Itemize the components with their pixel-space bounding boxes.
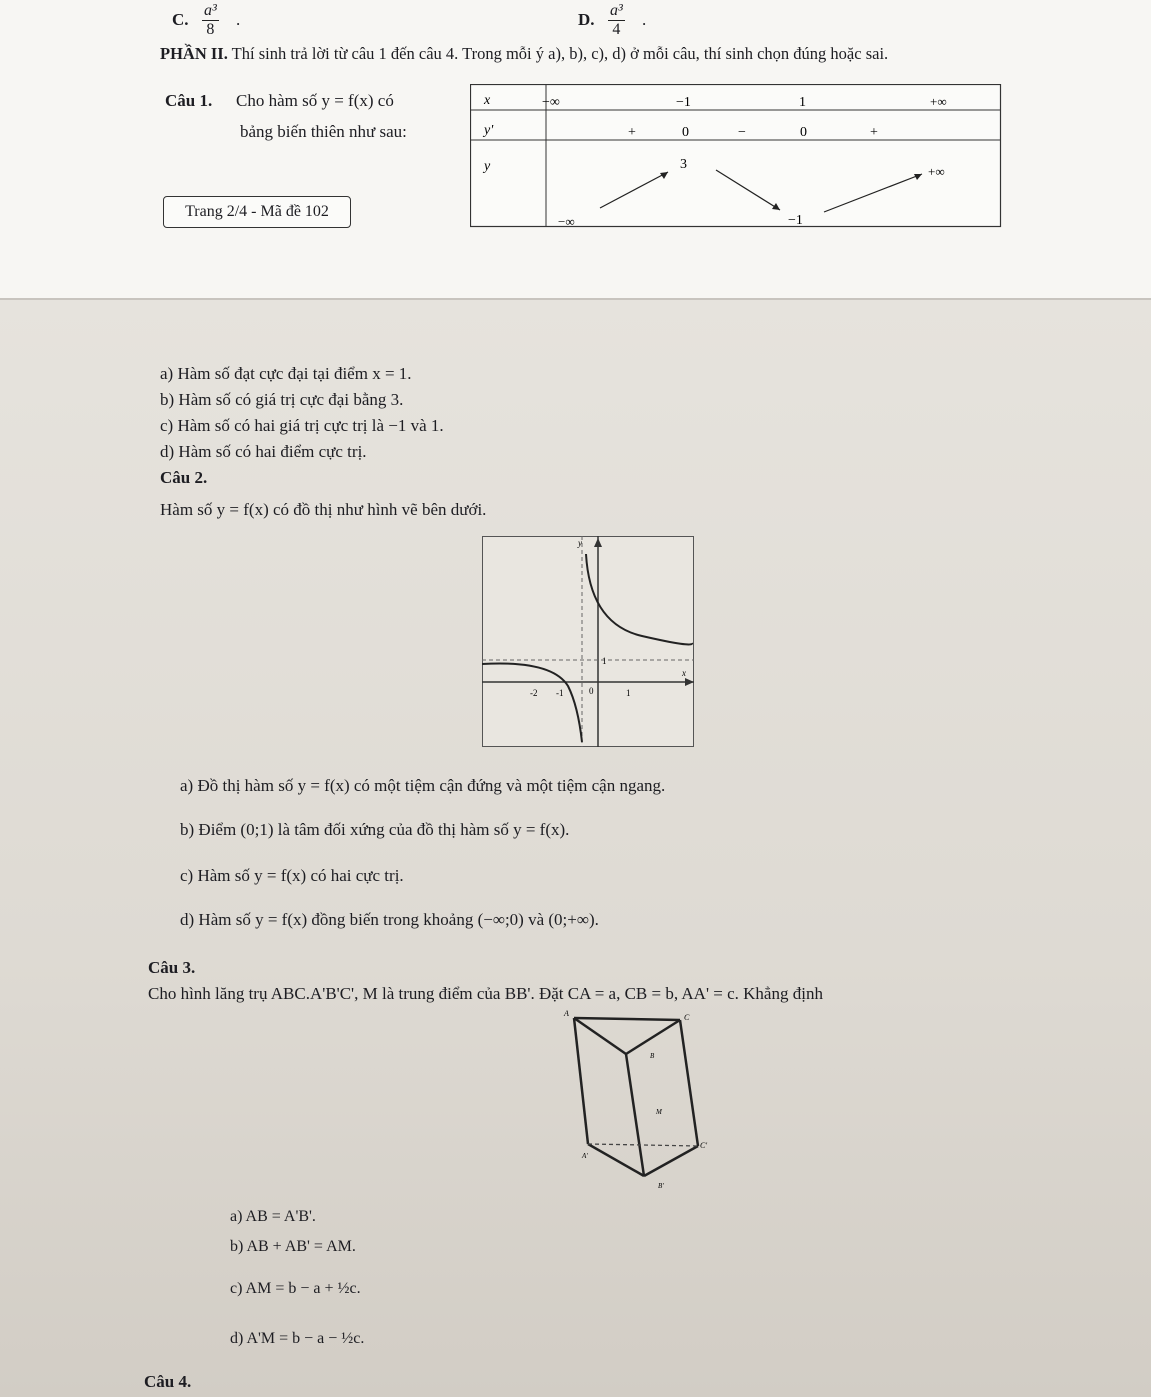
part2-heading: PHẦN II. (160, 44, 228, 63)
option-d-label: D. (578, 10, 595, 29)
option-d-tail: . (642, 10, 647, 29)
option-c-fraction (202, 2, 219, 39)
option-d-numerator: a³ (610, 2, 623, 19)
printed-page-bottom (0, 300, 1151, 1397)
part2-line (160, 44, 888, 64)
edge-AA1 (574, 1018, 588, 1144)
part2-instruction: Thí sinh trả lời từ câu 1 đến câu 4. Trong mỗi ý a), b), c), d) ở mỗi câu, thí sinh chọn đúng hoặc sai. (231, 44, 889, 63)
q2-statement-d: d) Hàm số y = f(x) đồng biến trong khoảng (−∞;0) và (0;+∞). (180, 910, 599, 929)
edge-A1B1 (588, 1144, 644, 1176)
q2-label: Câu 2. (160, 468, 208, 487)
edge-B1C1 (644, 1146, 698, 1176)
graph-tick-1: 1 (626, 688, 631, 698)
edge-CC1 (680, 1020, 698, 1146)
table-sign-3: − (738, 125, 746, 140)
table-sign-4: 0 (800, 125, 807, 140)
q2-statement-c: c) Hàm số y = f(x) có hai cực trị. (180, 866, 404, 885)
table-x-neg1: −1 (676, 95, 691, 110)
label-A1: A' (582, 1152, 588, 1160)
q1-statement-a: a) Hàm số đạt cực đại tại điểm x = 1. (160, 364, 412, 383)
edge-BC (626, 1020, 680, 1054)
option-d-fraction (608, 2, 625, 39)
option-c-tail: . (236, 10, 241, 29)
label-B1: B' (658, 1182, 664, 1190)
edge-AC (574, 1018, 680, 1020)
option-c-numerator: a³ (204, 2, 217, 19)
table-sign-5: + (870, 125, 878, 140)
label-M: M (656, 1108, 662, 1116)
variation-table (470, 84, 1002, 228)
option-c-label: C. (172, 10, 189, 29)
q1-statement-c: c) Hàm số có hai giá trị cực trị là −1 và 1. (160, 416, 444, 435)
table-row-yprime: y' (484, 123, 494, 138)
q3-label: Câu 3. (148, 958, 196, 977)
q4-label: Câu 4. (144, 1372, 192, 1391)
graph-tick-y1: 1 (602, 656, 607, 666)
table-x-pos-inf: +∞ (930, 94, 947, 109)
table-x-1: 1 (799, 95, 806, 110)
q2-intro: Hàm số y = f(x) có đồ thị như hình vẽ bên dưới. (160, 500, 487, 519)
graph-x-label: x (682, 668, 686, 678)
label-B: B (650, 1052, 655, 1060)
graph-tick-neg1: -1 (556, 688, 564, 698)
table-sign-2: 0 (682, 125, 689, 140)
q1-intro-line2: bảng biến thiên như sau: (240, 122, 407, 141)
option-c-denominator: 8 (206, 21, 215, 38)
q3-intro: Cho hình lăng trụ ABC.A'B'C', M là trung điểm của BB'. Đặt CA = a, CB = b, AA' = c. Khẳng định (148, 984, 823, 1003)
q1-statement-b: b) Hàm số có giá trị cực đại bằng 3. (160, 390, 404, 409)
q2-statement-a: a) Đồ thị hàm số y = f(x) có một tiệm cận đứng và một tiệm cận ngang. (180, 776, 666, 795)
label-A: A (564, 1009, 569, 1018)
table-row-x: x (484, 93, 491, 108)
q3-statement-a: a) AB = A'B'. (230, 1208, 316, 1225)
edge-AB (574, 1018, 626, 1054)
table-y-neg-inf: −∞ (558, 214, 575, 228)
q1-intro-line1: Cho hàm số y = f(x) có (236, 91, 394, 110)
table-row-y: y (484, 159, 491, 174)
q1-label: Câu 1. (165, 91, 213, 110)
table-x-neg-inf: −∞ (542, 95, 560, 110)
q3-statement-c: c) AM = b − a + ½c. (230, 1280, 361, 1297)
q3-statement-b: b) AB + AB' = AM. (230, 1238, 356, 1255)
label-C: C (684, 1013, 690, 1022)
edge-BB1 (626, 1054, 644, 1176)
function-graph (482, 536, 695, 748)
table-y-pos-inf: +∞ (928, 164, 945, 179)
prism-figure (560, 1006, 720, 1194)
q2-statement-b: b) Điểm (0;1) là tâm đối xứng của đồ thị hàm số y = f(x). (180, 820, 570, 839)
q1-statement-d: d) Hàm số có hai điểm cực trị. (160, 442, 367, 461)
q3-statement-d: d) A'M = b − a − ½c. (230, 1330, 365, 1347)
label-C1: C' (700, 1141, 708, 1150)
table-y-neg1: −1 (788, 213, 803, 228)
graph-y-label: y (578, 538, 582, 548)
page-footer: Trang 2/4 - Mã đề 102 (163, 196, 351, 228)
graph-tick-0: 0 (589, 686, 594, 696)
table-y-3: 3 (680, 157, 687, 172)
option-d-denominator: 4 (612, 21, 621, 38)
graph-tick-neg2: -2 (530, 688, 538, 698)
edge-A1C1-hidden (588, 1144, 698, 1146)
table-sign-1: + (628, 125, 636, 140)
